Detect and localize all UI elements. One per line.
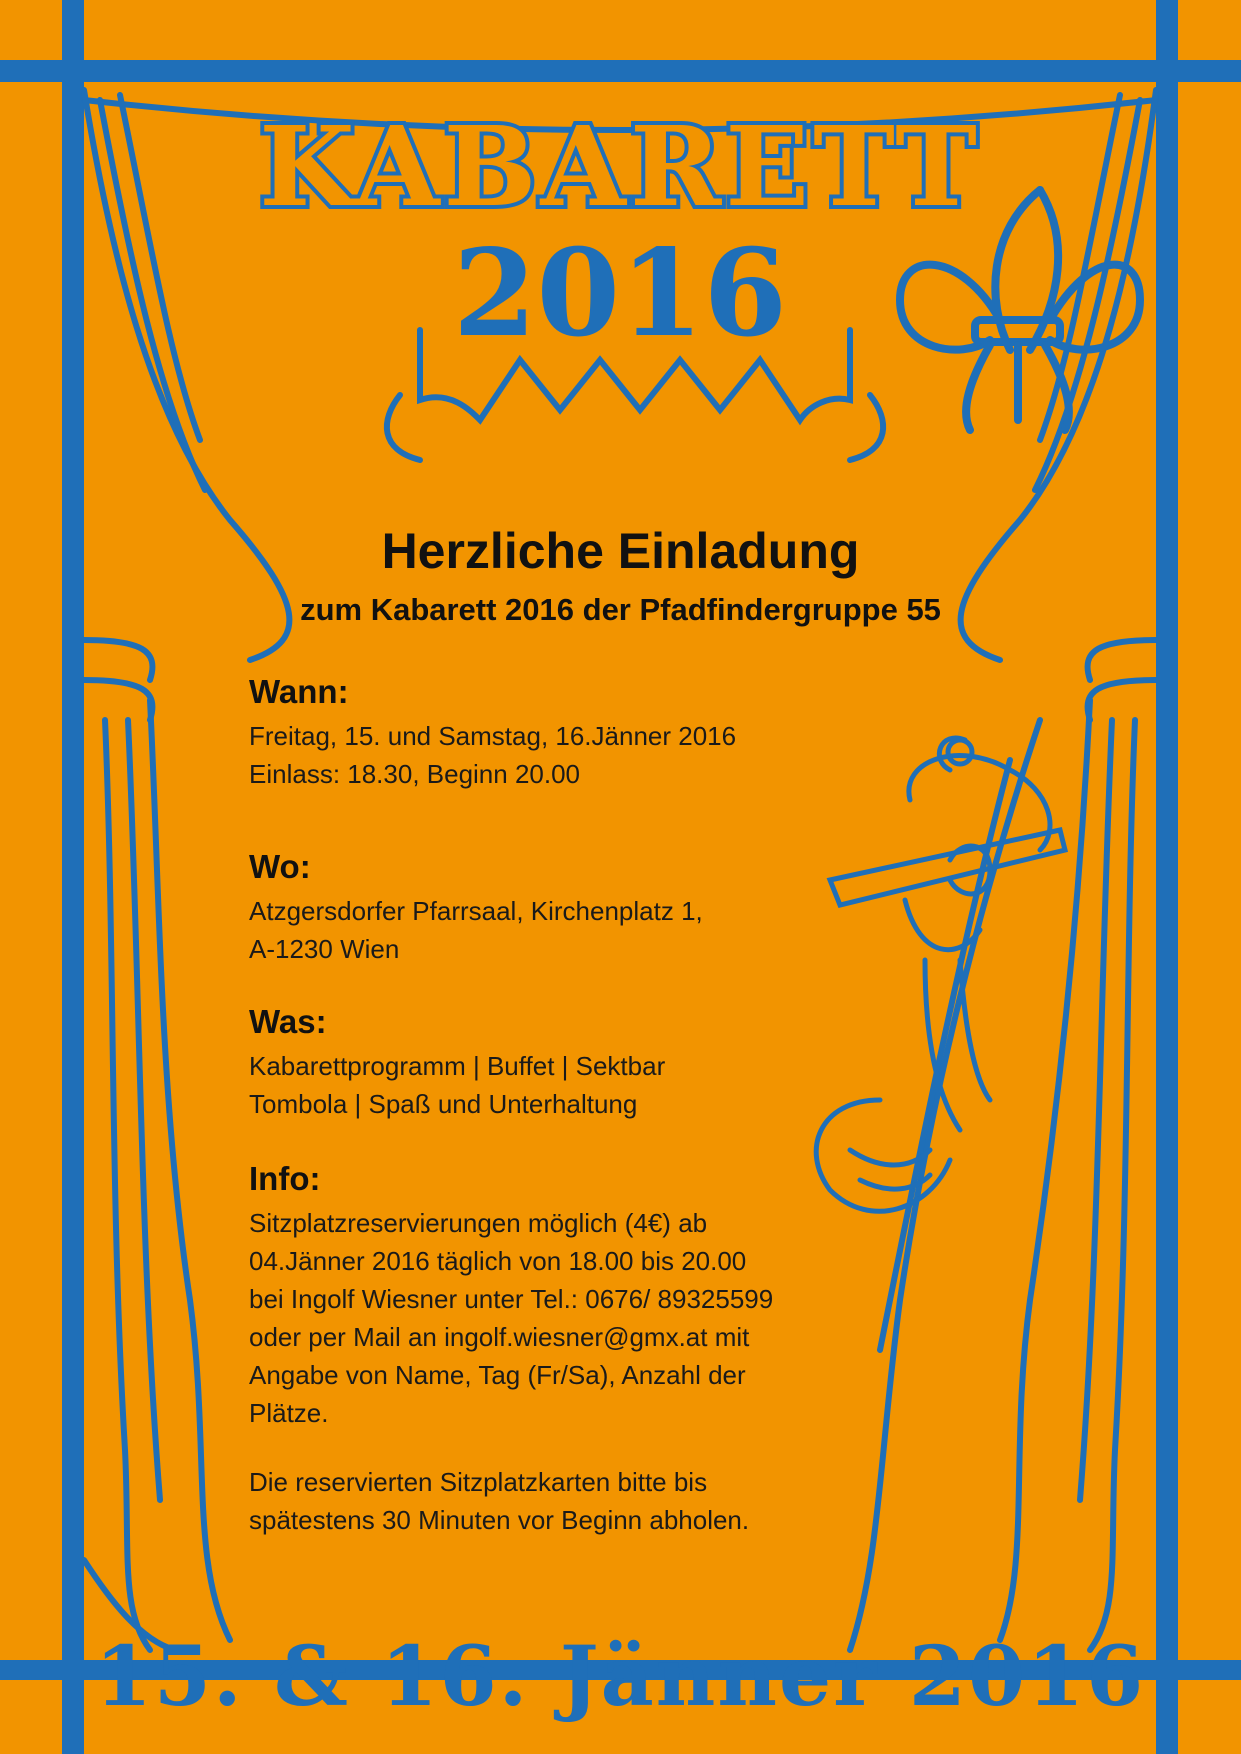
section-line: Einlass: 18.30, Beginn 20.00 [249, 759, 581, 789]
section-line: bei Ingolf Wiesner unter Tel.: 0676/ 89325599 [249, 1284, 774, 1314]
section-line: Plätze. [249, 1398, 329, 1428]
section-line: A-1230 Wien [249, 934, 400, 964]
section-line: Kabarettprogramm | Buffet | Sektbar [249, 1051, 666, 1081]
section-line: Atzgersdorfer Pfarrsaal, Kirchenplatz 1, [249, 896, 703, 926]
section-line: Die reservierten Sitzplatzkarten bitte bis [249, 1467, 708, 1497]
section-label: Info: [249, 1160, 321, 1197]
section-label: Was: [249, 1003, 327, 1040]
section-label: Wo: [249, 848, 311, 885]
section-wo [249, 848, 869, 968]
section-line: spätestens 30 Minuten vor Beginn abholen. [249, 1505, 750, 1535]
section-line: Sitzplatzreservierungen möglich (4€) ab [249, 1208, 708, 1238]
section-label: Wann: [249, 673, 349, 710]
invitation-subheadline: zum Kabarett 2016 der Pfadfindergruppe 55 [300, 592, 941, 627]
section-line: Tombola | Spaß und Unterhaltung [249, 1089, 638, 1119]
footer-date: 15. & 16. Jänner 2016 [94, 1629, 1146, 1725]
section-line: Angabe von Name, Tag (Fr/Sa), Anzahl der [249, 1360, 746, 1390]
section-wann [249, 673, 869, 793]
section-info [249, 1160, 869, 1432]
section-line: Freitag, 15. und Samstag, 16.Jänner 2016 [249, 721, 737, 751]
section-was [249, 1003, 869, 1123]
invitation-headline: Herzliche Einladung [381, 523, 860, 579]
section-note [249, 1463, 869, 1539]
kabarett-title: KABARETT [259, 102, 981, 231]
peeking-jester-illustration [816, 738, 1065, 1211]
section-line: oder per Mail an ingolf.wiesner@gmx.at mit [249, 1322, 750, 1352]
year-title: 2016 [453, 223, 787, 364]
section-line: 04.Jänner 2016 täglich von 18.00 bis 20.00 [249, 1246, 747, 1276]
